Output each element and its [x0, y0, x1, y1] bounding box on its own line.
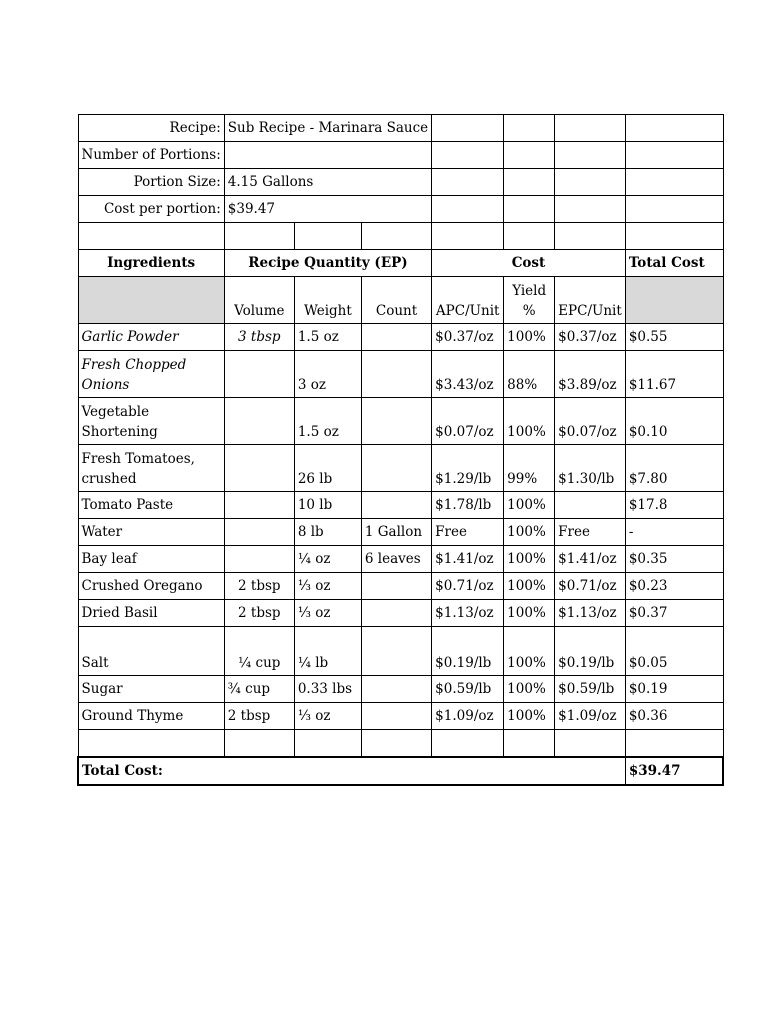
epc-cell[interactable]: Free: [555, 519, 626, 546]
volume-cell[interactable]: [224, 492, 294, 519]
apc-cell[interactable]: $0.37/oz: [432, 324, 504, 351]
epc-cell[interactable]: $1.41/oz: [555, 546, 626, 573]
volume-cell[interactable]: [224, 445, 294, 492]
yield-cell[interactable]: 100%: [504, 573, 555, 600]
count-cell[interactable]: [361, 573, 431, 600]
table-row: [78, 351, 723, 398]
apc-cell[interactable]: $1.13/oz: [432, 600, 504, 627]
volume-cell[interactable]: [224, 519, 294, 546]
apc-cell[interactable]: $3.43/oz: [432, 351, 504, 398]
weight-cell[interactable]: ¼ lb: [294, 627, 361, 676]
total-cell[interactable]: $11.67: [625, 351, 723, 398]
header-ingredients: Ingredients: [78, 250, 224, 277]
volume-cell[interactable]: 2 tbsp: [224, 573, 294, 600]
table-row: [78, 600, 723, 627]
apc-cell[interactable]: $0.59/lb: [432, 676, 504, 703]
epc-cell[interactable]: $0.07/oz: [555, 398, 626, 445]
weight-cell[interactable]: ⅓ oz: [294, 703, 361, 730]
volume-cell[interactable]: ¾ cup: [224, 676, 294, 703]
table-row: [78, 546, 723, 573]
total-cost-label: Total Cost:: [78, 757, 625, 785]
volume-cell[interactable]: 2 tbsp: [224, 703, 294, 730]
header-shade-cell: [625, 277, 723, 324]
epc-cell[interactable]: $0.19/lb: [555, 627, 626, 676]
table-row: [78, 627, 723, 676]
header-cost: Cost: [432, 250, 626, 277]
apc-cell[interactable]: $0.19/lb: [432, 627, 504, 676]
ingredient-cell[interactable]: Garlic Powder: [78, 324, 224, 351]
total-cell[interactable]: $0.10: [625, 398, 723, 445]
total-cell[interactable]: $0.37: [625, 600, 723, 627]
recipe-costing-table: [77, 114, 724, 786]
volume-cell[interactable]: [224, 351, 294, 398]
header-epc-unit: EPC/Unit: [555, 277, 626, 324]
epc-cell[interactable]: $0.59/lb: [555, 676, 626, 703]
portion-size-label: Portion Size:: [78, 169, 224, 196]
header-volume: Volume: [224, 277, 294, 324]
count-cell[interactable]: [361, 445, 431, 492]
cost-per-portion-value[interactable]: $39.47: [224, 196, 431, 223]
cost-per-portion-label: Cost per portion:: [78, 196, 224, 223]
epc-cell[interactable]: $0.71/oz: [555, 573, 626, 600]
weight-cell[interactable]: 0.33 lbs: [294, 676, 361, 703]
apc-cell[interactable]: $1.41/oz: [432, 546, 504, 573]
epc-cell[interactable]: $1.30/lb: [555, 445, 626, 492]
yield-cell[interactable]: 100%: [504, 703, 555, 730]
ingredient-cell[interactable]: Sugar: [78, 676, 224, 703]
volume-cell[interactable]: [224, 398, 294, 445]
epc-cell[interactable]: [555, 492, 626, 519]
header-total-cost: Total Cost: [625, 250, 723, 277]
weight-cell[interactable]: ⅓ oz: [294, 600, 361, 627]
apc-cell[interactable]: $1.29/lb: [432, 445, 504, 492]
total-cell[interactable]: $0.36: [625, 703, 723, 730]
weight-cell[interactable]: ⅓ oz: [294, 573, 361, 600]
ingredient-cell[interactable]: Fresh Chopped Onions: [78, 351, 224, 398]
apc-cell[interactable]: $1.78/lb: [432, 492, 504, 519]
apc-cell[interactable]: $1.09/oz: [432, 703, 504, 730]
cost-per-portion-row: [78, 196, 723, 223]
header-apc-unit: APC/Unit: [432, 277, 504, 324]
total-cell[interactable]: $0.35: [625, 546, 723, 573]
yield-cell[interactable]: 88%: [504, 351, 555, 398]
portion-size-value[interactable]: 4.15 Gallons: [224, 169, 431, 196]
apc-cell[interactable]: $0.07/oz: [432, 398, 504, 445]
yield-cell[interactable]: 100%: [504, 398, 555, 445]
count-cell[interactable]: [361, 398, 431, 445]
volume-cell[interactable]: 3 tbsp: [224, 324, 294, 351]
weight-cell[interactable]: 1.5 oz: [294, 398, 361, 445]
epc-cell[interactable]: $1.09/oz: [555, 703, 626, 730]
table-row: [78, 573, 723, 600]
volume-cell[interactable]: [224, 546, 294, 573]
portion-size-row: [78, 169, 723, 196]
header-count: Count: [361, 277, 431, 324]
recipe-label: Recipe:: [78, 115, 224, 142]
header-weight: Weight: [294, 277, 361, 324]
ingredient-cell[interactable]: Dried Basil: [78, 600, 224, 627]
weight-cell[interactable]: 10 lb: [294, 492, 361, 519]
count-cell[interactable]: [361, 627, 431, 676]
header-recipe-quantity: Recipe Quantity (EP): [224, 250, 431, 277]
epc-cell[interactable]: $1.13/oz: [555, 600, 626, 627]
header-row-main: [78, 250, 723, 277]
table-row: [78, 398, 723, 445]
portions-label: Number of Portions:: [78, 142, 224, 169]
ingredient-cell[interactable]: Fresh Tomatoes, crushed: [78, 445, 224, 492]
header-yield: Yield %: [504, 277, 555, 324]
recipe-row: [78, 115, 723, 142]
count-cell[interactable]: [361, 492, 431, 519]
ingredient-cell[interactable]: Crushed Oregano: [78, 573, 224, 600]
yield-cell[interactable]: 100%: [504, 600, 555, 627]
total-cost-value[interactable]: $39.47: [625, 757, 723, 785]
yield-cell[interactable]: 100%: [504, 676, 555, 703]
recipe-value[interactable]: Sub Recipe - Marinara Sauce: [224, 115, 431, 142]
ingredient-cell[interactable]: Salt: [78, 627, 224, 676]
weight-cell[interactable]: 26 lb: [294, 445, 361, 492]
table-row: [78, 519, 723, 546]
yield-cell[interactable]: 100%: [504, 627, 555, 676]
volume-cell[interactable]: ¼ cup: [224, 627, 294, 676]
count-cell[interactable]: [361, 324, 431, 351]
empty-row: [78, 223, 723, 250]
epc-cell[interactable]: $0.37/oz: [555, 324, 626, 351]
portions-row: [78, 142, 723, 169]
weight-cell[interactable]: ¼ oz: [294, 546, 361, 573]
total-cell[interactable]: $0.55: [625, 324, 723, 351]
table-row: [78, 445, 723, 492]
epc-cell[interactable]: $3.89/oz: [555, 351, 626, 398]
count-cell[interactable]: 1 Gallon: [361, 519, 431, 546]
weight-cell[interactable]: 3 oz: [294, 351, 361, 398]
table-row: [78, 703, 723, 730]
yield-cell[interactable]: 99%: [504, 445, 555, 492]
total-cell[interactable]: $7.80: [625, 445, 723, 492]
table-row: [78, 676, 723, 703]
volume-cell[interactable]: 2 tbsp: [224, 600, 294, 627]
portions-value[interactable]: [224, 142, 431, 169]
count-cell[interactable]: [361, 703, 431, 730]
header-shade-cell: [78, 277, 224, 324]
yield-cell[interactable]: 100%: [504, 324, 555, 351]
yield-cell[interactable]: 100%: [504, 546, 555, 573]
count-cell[interactable]: [361, 600, 431, 627]
yield-cell[interactable]: 100%: [504, 492, 555, 519]
count-cell[interactable]: 6 leaves: [361, 546, 431, 573]
total-cell[interactable]: $0.23: [625, 573, 723, 600]
weight-cell[interactable]: 8 lb: [294, 519, 361, 546]
count-cell[interactable]: [361, 676, 431, 703]
apc-cell[interactable]: Free: [432, 519, 504, 546]
count-cell[interactable]: [361, 351, 431, 398]
total-row: [78, 757, 723, 785]
table-row: [78, 324, 723, 351]
ingredient-cell[interactable]: Tomato Paste: [78, 492, 224, 519]
ingredient-cell[interactable]: Vegetable Shortening: [78, 398, 224, 445]
total-cell[interactable]: $0.05: [625, 627, 723, 676]
apc-cell[interactable]: $0.71/oz: [432, 573, 504, 600]
total-cell[interactable]: $0.19: [625, 676, 723, 703]
ingredient-cell[interactable]: Bay leaf: [78, 546, 224, 573]
weight-cell[interactable]: 1.5 oz: [294, 324, 361, 351]
ingredient-cell[interactable]: Water: [78, 519, 224, 546]
total-cell[interactable]: -: [625, 519, 723, 546]
yield-cell[interactable]: 100%: [504, 519, 555, 546]
ingredient-cell[interactable]: Ground Thyme: [78, 703, 224, 730]
header-row-sub: [78, 277, 723, 324]
empty-row: [78, 730, 723, 758]
total-cell[interactable]: $17.8: [625, 492, 723, 519]
table-row: [78, 492, 723, 519]
